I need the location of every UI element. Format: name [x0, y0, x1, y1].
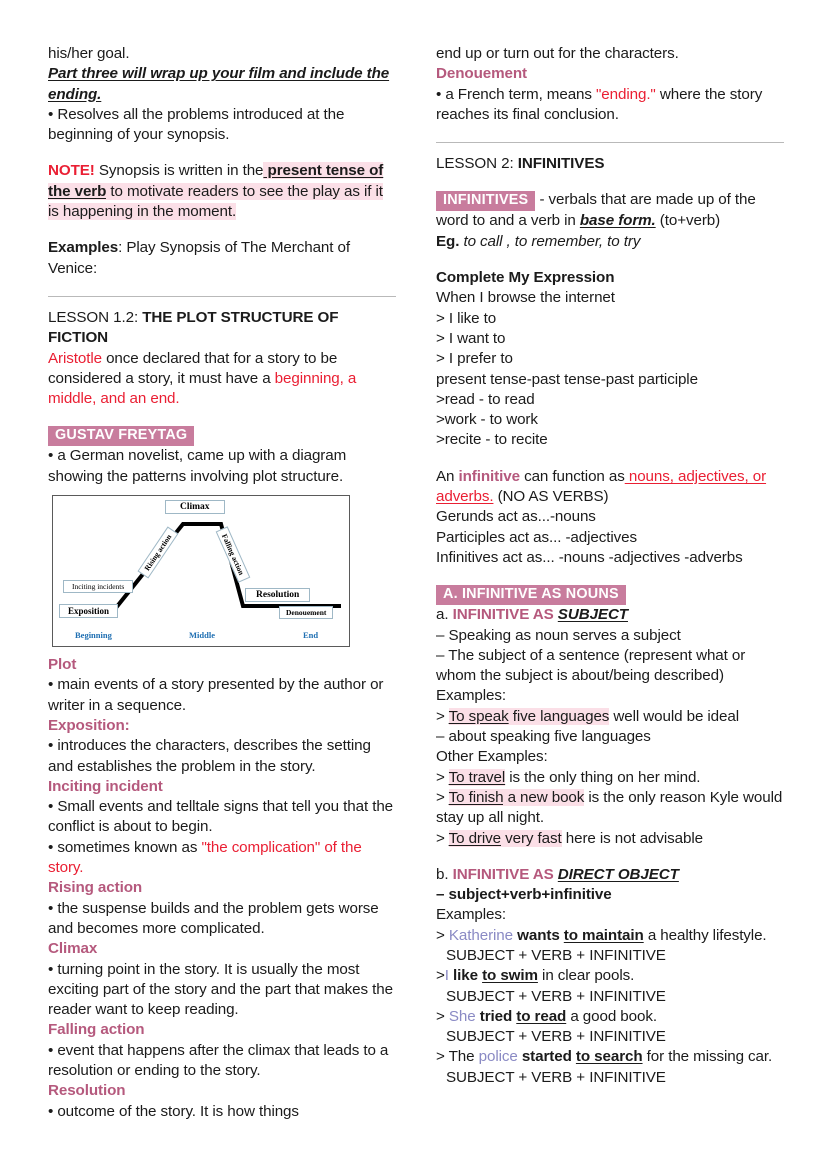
- example-verb: started: [517, 1048, 576, 1066]
- example-infinitive: To finish: [448, 788, 504, 806]
- infinitives-badge: INFINITIVES: [436, 191, 535, 211]
- examples-label: Examples: [48, 239, 119, 257]
- complete-line: >work - to work: [436, 411, 538, 429]
- complete-my-expression-heading: Complete My Expression: [436, 269, 615, 287]
- freytag-pyramid-diagram: [52, 495, 350, 647]
- part-three-line: Part three will wrap up your film and include the ending.: [48, 65, 390, 103]
- infinitives-definition: [436, 190, 784, 231]
- example-highlight: very fast: [501, 829, 562, 847]
- example-rest: for the missing car.: [642, 1048, 773, 1066]
- freytag-bullet: • a German novelist, came up with a diagram showing the patterns involving plot structure.: [48, 447, 347, 485]
- function-post: (NO AS VERBS): [493, 488, 609, 506]
- spacer: [48, 409, 396, 425]
- spacer: [436, 125, 784, 133]
- example-rest: a good book.: [566, 1007, 657, 1025]
- spacer: [48, 222, 396, 238]
- example-subject: Katherine: [448, 926, 514, 944]
- example-subject: police: [478, 1048, 518, 1066]
- example-rest: a healthy lifestyle.: [643, 926, 767, 944]
- subject-example-1: [436, 707, 784, 727]
- diagram-label-resolution: Resolution: [245, 588, 310, 602]
- infinitive-as-subject-heading: [436, 605, 784, 625]
- example-verb: like: [448, 967, 483, 985]
- aristotle-paragraph: [48, 349, 396, 410]
- function-pre: An: [436, 467, 459, 485]
- example-infinitive: to swim: [482, 967, 538, 985]
- do-example-1: [436, 926, 784, 946]
- freytag-curve: [53, 496, 349, 646]
- lesson-2-prefix: LESSON 2:: [436, 155, 518, 173]
- term-rising-action-desc: • the suspense builds and the problem gets worse and becomes more complicated.: [48, 899, 379, 937]
- example-verb: wants: [513, 926, 564, 944]
- sub-b-mauve: INFINITIVE AS: [452, 865, 558, 883]
- example-marker: >: [436, 1048, 449, 1066]
- example-infinitive: to read: [516, 1007, 567, 1025]
- examples-text: : Play Synopsis of The Merchant of Venice:: [48, 239, 350, 277]
- other-examples-label: Other Examples:: [436, 748, 548, 766]
- pattern-label: SUBJECT + VERB + INFINITIVE: [446, 987, 666, 1005]
- term-resolution: Resolution: [48, 1082, 126, 1100]
- term-rising-action: Rising action: [48, 879, 143, 897]
- example-article: The: [448, 1048, 479, 1066]
- diagram-axis-middle: Middle: [189, 630, 215, 641]
- sub-a-prefix: a.: [436, 606, 453, 624]
- base-form-emphasis: base form.: [579, 212, 656, 230]
- example-marker: >: [436, 926, 449, 944]
- gustav-freytag-badge-wrap: [48, 425, 396, 446]
- term-exposition: Exposition:: [48, 716, 130, 734]
- function-mid: can function as: [519, 467, 625, 485]
- diagram-label-exposition: Exposition: [59, 604, 118, 618]
- example-highlight: five languages: [508, 707, 610, 725]
- term-denouement-desc: [436, 85, 784, 126]
- denouement-post: where the story reaches its final conclusion.: [436, 85, 763, 123]
- direct-object-formula: – subject+verb+infinitive: [436, 886, 612, 904]
- note-text-1: Synopsis is written in the: [94, 162, 264, 180]
- example-infinitive: to maintain: [563, 926, 644, 944]
- lesson-2-title: INFINITIVES: [517, 155, 605, 173]
- diagram-label-falling-action: Falling action: [216, 526, 251, 582]
- infinitives-eg: [436, 232, 784, 252]
- term-plot: Plot: [48, 656, 77, 674]
- pattern-label: SUBJECT + VERB + INFINITIVE: [446, 1068, 666, 1086]
- term-climax: Climax: [48, 940, 98, 958]
- function-roles-underlined: nouns, adjectives, or adverbs.: [436, 467, 767, 506]
- sub-b-strong: DIRECT OBJECT: [557, 865, 679, 883]
- complete-line: >read - to read: [436, 390, 535, 408]
- term-denouement: Denouement: [436, 65, 527, 83]
- spacer: [436, 451, 784, 467]
- spacer: [48, 145, 396, 161]
- eg-label: Eg.: [436, 232, 460, 250]
- note-highlighted: to motivate readers to see the play as if it is happening in the moment.: [48, 182, 383, 221]
- diagram-label-denouement: Denouement: [279, 606, 333, 619]
- example-marker: >: [436, 788, 449, 806]
- lesson-1-2-heading: [48, 308, 396, 349]
- term-inciting-incident-desc: • Small events and telltale signs that tell you that the conflict is about to begin.: [48, 798, 394, 836]
- example-rest: is the only reason Kyle would stay up all night.: [436, 788, 783, 827]
- example-subject: She: [448, 1007, 476, 1025]
- term-exposition-desc: • introduces the characters, describes the setting and establishes the problem in the story.: [48, 737, 371, 775]
- term-inciting-incident-extra: [48, 838, 396, 879]
- example-infinitive: To travel: [448, 768, 506, 786]
- example-infinitive: To drive: [448, 829, 502, 847]
- aristotle-name: Aristotle: [48, 349, 102, 367]
- complete-line: > I want to: [436, 329, 506, 347]
- infinitives-def-text-2: (to+verb): [655, 212, 721, 230]
- complete-line: >recite - to recite: [436, 431, 548, 449]
- example-rest: in clear pools.: [537, 967, 635, 985]
- denouement-pre: • a French term, means: [436, 85, 597, 103]
- infinitive-as-direct-object-heading: [436, 865, 784, 885]
- section-divider: [48, 296, 396, 297]
- term-falling-action-desc: • event that happens after the climax that leads to a resolution or ending to the story.: [48, 1041, 389, 1079]
- subject-example-2: [436, 768, 784, 788]
- example-marker: >: [436, 768, 449, 786]
- spacer: [436, 174, 784, 190]
- example-rest: is the only thing on her mind.: [505, 768, 701, 786]
- lesson-1-2-prefix: LESSON 1.2:: [48, 308, 143, 326]
- subject-example-4: [436, 829, 784, 849]
- term-inciting-incident: Inciting incident: [48, 777, 163, 795]
- subject-example-3: [436, 788, 784, 829]
- lesson-1-2-title: THE PLOT STRUCTURE OF FICTION: [48, 308, 339, 347]
- denouement-red: "ending.": [596, 85, 656, 103]
- sub-a-strong: SUBJECT: [557, 606, 628, 624]
- complete-line: When I browse the internet: [436, 289, 615, 307]
- spacer: [48, 279, 396, 287]
- infinitives-def-text-1: - verbals that are made up of the word to and a verb in: [436, 191, 756, 230]
- note-label: NOTE!: [48, 162, 95, 180]
- resolution-continued: end up or turn out for the characters.: [436, 45, 679, 62]
- example-highlight: a new book: [503, 788, 585, 806]
- infinitive-function-paragraph: [436, 467, 784, 508]
- spacer: [436, 252, 784, 268]
- example-subject: I: [444, 967, 449, 985]
- term-resolution-desc: • outcome of the story. It is how things: [48, 1102, 299, 1120]
- gustav-freytag-badge: GUSTAV FREYTAG: [48, 426, 194, 446]
- example-infinitive: To speak: [448, 707, 509, 725]
- example-marker: >: [436, 1007, 449, 1025]
- spacer: [436, 849, 784, 865]
- do-example-4: [436, 1047, 784, 1067]
- example-infinitive: to search: [575, 1048, 643, 1066]
- continued-line: his/her goal.: [48, 45, 130, 62]
- pattern-label: SUBJECT + VERB + INFINITIVE: [446, 1028, 666, 1046]
- do-example-3: [436, 1007, 784, 1027]
- subject-dash-2: – The subject of a sentence (represent what or whom the subject is about/being described): [436, 646, 746, 685]
- examples-line: [48, 238, 396, 279]
- note-paragraph: [48, 161, 396, 222]
- term-climax-desc: • turning point in the story. It is usually the most exciting part of the story and the part that makes the reader want to keep reading.: [48, 960, 393, 1019]
- subject-examples-label: Examples:: [436, 687, 507, 705]
- aristotle-body: once declared that for a story to be considered a story, it must have a: [48, 349, 338, 387]
- diagram-axis-end: End: [303, 630, 319, 641]
- diagram-label-rising-action: Rising action: [137, 527, 178, 579]
- lesson-2-heading: [436, 154, 784, 174]
- pattern-label: SUBJECT + VERB + INFINITIVE: [446, 946, 666, 964]
- example-rest: well would be ideal: [609, 707, 740, 725]
- infinitives-line: Infinitives act as... -nouns -adjectives -adverbs: [436, 548, 743, 566]
- subject-dash-1: – Speaking as noun serves a subject: [436, 626, 681, 644]
- complete-line: present tense-past tense-past participle: [436, 370, 698, 388]
- direct-object-examples-label: Examples:: [436, 906, 507, 924]
- example-marker: >: [436, 829, 449, 847]
- resolves-bullet: • Resolves all the problems introduced at the beginning of your synopsis.: [48, 105, 345, 144]
- complete-line: > I like to: [436, 309, 497, 327]
- do-example-2: [436, 966, 784, 986]
- example-rest: here is not advisable: [561, 829, 703, 847]
- eg-text: to call , to remember, to try: [459, 232, 641, 250]
- term-falling-action: Falling action: [48, 1021, 145, 1039]
- diagram-axis-beginning: Beginning: [75, 630, 112, 641]
- infinitive-as-nouns-badge: A. INFINITIVE AS NOUNS: [436, 585, 626, 605]
- term-plot-desc: • main events of a story presented by the author or writer in a sequence.: [48, 676, 384, 714]
- sub-b-prefix: b.: [436, 865, 453, 883]
- spacer: [436, 568, 784, 584]
- diagram-label-climax: Climax: [165, 500, 225, 514]
- complication-red: "the complication" of the story.: [48, 838, 362, 877]
- complication-pre: • sometimes known as: [48, 838, 202, 856]
- subject-example-1-note: – about speaking five languages: [436, 728, 651, 746]
- beginning-middle-end: beginning, a middle, and an end.: [48, 369, 357, 408]
- section-divider: [436, 142, 784, 143]
- section-a-badge-wrap: [436, 584, 784, 605]
- left-column: [48, 44, 396, 1139]
- note-underlined: present tense of the verb: [48, 162, 384, 200]
- example-marker: >: [436, 967, 445, 985]
- infinitive-word: infinitive: [458, 467, 520, 485]
- sub-a-mauve: INFINITIVE AS: [452, 606, 558, 624]
- diagram-label-inciting-incidents: Inciting incidents: [63, 580, 133, 593]
- complete-line: > I prefer to: [436, 350, 513, 368]
- participles-line: Participles act as... -adjectives: [436, 528, 637, 546]
- gerunds-line: Gerunds act as...-nouns: [436, 508, 596, 526]
- right-column: [436, 44, 784, 1139]
- example-marker: >: [436, 707, 449, 725]
- example-verb: tried: [475, 1007, 517, 1025]
